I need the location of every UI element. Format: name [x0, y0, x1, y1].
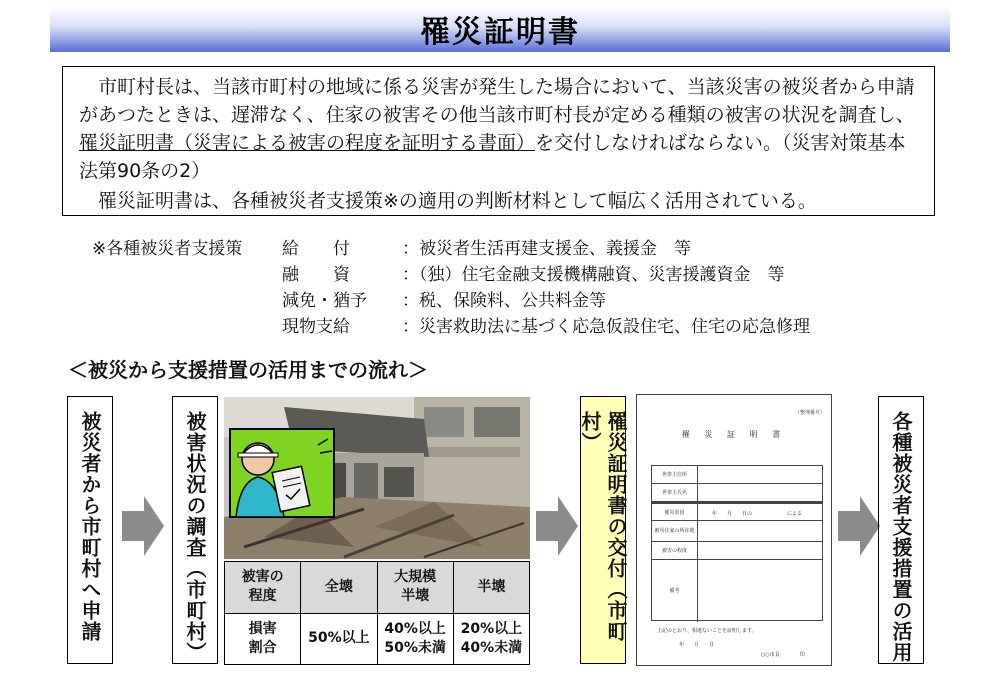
- table-row-label: 損害 割合: [225, 613, 301, 665]
- table-cell: 40%以上 50%未満: [377, 613, 453, 665]
- title-bar: [50, 6, 950, 52]
- flow-step-issue-label: 罹災証明書の交付（市町村）: [578, 411, 628, 642]
- flow-step-utilize: [878, 396, 924, 664]
- support-heading: ※各種被災者支援策: [92, 239, 243, 259]
- table-cell: 20%以上 40%未満: [453, 613, 529, 665]
- table-cell: 50%以上: [301, 613, 377, 665]
- support-row: [92, 314, 952, 340]
- support-category: 融 資: [282, 265, 350, 285]
- intro-box: [62, 66, 935, 216]
- form-row: 世帯主氏名: [652, 484, 822, 502]
- support-category: 減免・猶予: [282, 291, 367, 311]
- form-row: 備考: [652, 560, 822, 622]
- intro-text-b: を交付しなければならない。（災害対策基本法第90条の2）: [79, 132, 906, 182]
- flow-arrow-icon: [536, 496, 578, 556]
- support-category: 現物支給: [282, 317, 350, 337]
- intro-underlined-term: 罹災証明書（災害による被害の程度を証明する書面）: [79, 132, 536, 154]
- certificate-sample: [636, 394, 832, 666]
- support-description: ：被災者生活再建支援金、義援金 等: [402, 239, 691, 259]
- flow-step-survey: [172, 396, 218, 664]
- table-header-cell: 大規模 半壊: [377, 562, 453, 614]
- damage-level-table: [224, 561, 530, 665]
- support-description: ：災害救助法に基づく応急仮設住宅、住宅の応急修理: [402, 317, 810, 337]
- certificate-form-grid: [651, 465, 823, 621]
- support-description: ：（独）住宅金融支援機構融資、災害援護資金 等: [402, 265, 785, 285]
- intro-paragraph-2: 罹災証明書は、各種被災者支援策※の適用の判断材料として幅広く活用されている。: [98, 190, 817, 212]
- intro-paragraph-1: [79, 73, 922, 185]
- table-header-cell: 全壊: [301, 562, 377, 614]
- support-measures-list: [92, 236, 952, 340]
- flow-step-issue: [580, 396, 626, 664]
- table-header-cell: 被害の 程度: [225, 562, 301, 614]
- intro-text-a: 市町村長は、当該市町村の地域に係る災害が発生した場合において、当該災害の被災者から申請があつたときは、遅滞なく、住家の被害その他当該市町村長が定める種類の被害の状況を調査し、: [79, 76, 915, 126]
- form-row: 罹災原因 年 月 日の による: [652, 502, 822, 542]
- flow-step-utilize-label: 各種被災者支援措置の活用: [889, 411, 913, 663]
- flow-step-apply: [67, 396, 113, 664]
- flow-arrow-icon: [838, 496, 880, 556]
- support-row: [92, 288, 952, 314]
- damaged-house-photo: [224, 397, 530, 559]
- flow-step-survey-label: 被害状況の調査（市町村）: [183, 411, 207, 663]
- support-row: [92, 262, 952, 288]
- table-header-cell: 半壊: [453, 562, 529, 614]
- page-title: 罹災証明書: [420, 15, 580, 50]
- form-row: 世帯主住所: [652, 466, 822, 484]
- certificate-attestation: 上記のとおり、相違ないことを証明します。: [657, 628, 757, 634]
- flow-title: ＜被災から支援措置の活用までの流れ＞: [68, 358, 428, 382]
- certificate-signature: ○○市長 印: [761, 652, 805, 658]
- flow-arrow-icon: [122, 496, 164, 556]
- certificate-title: 罹 災 証 明 書: [681, 430, 787, 439]
- form-row: 被災住家の所在地: [652, 520, 822, 542]
- support-row: [92, 236, 952, 262]
- form-row: 被害の程度: [652, 542, 822, 560]
- certificate-docno: （整理番号）: [794, 410, 825, 416]
- support-category: 給 付: [282, 239, 350, 259]
- support-description: ：税、保険料、公共料金等: [402, 291, 606, 311]
- certificate-date: 年 月 日: [679, 642, 715, 648]
- flow-step-apply-label: 被災者から市町村へ申請: [78, 411, 102, 642]
